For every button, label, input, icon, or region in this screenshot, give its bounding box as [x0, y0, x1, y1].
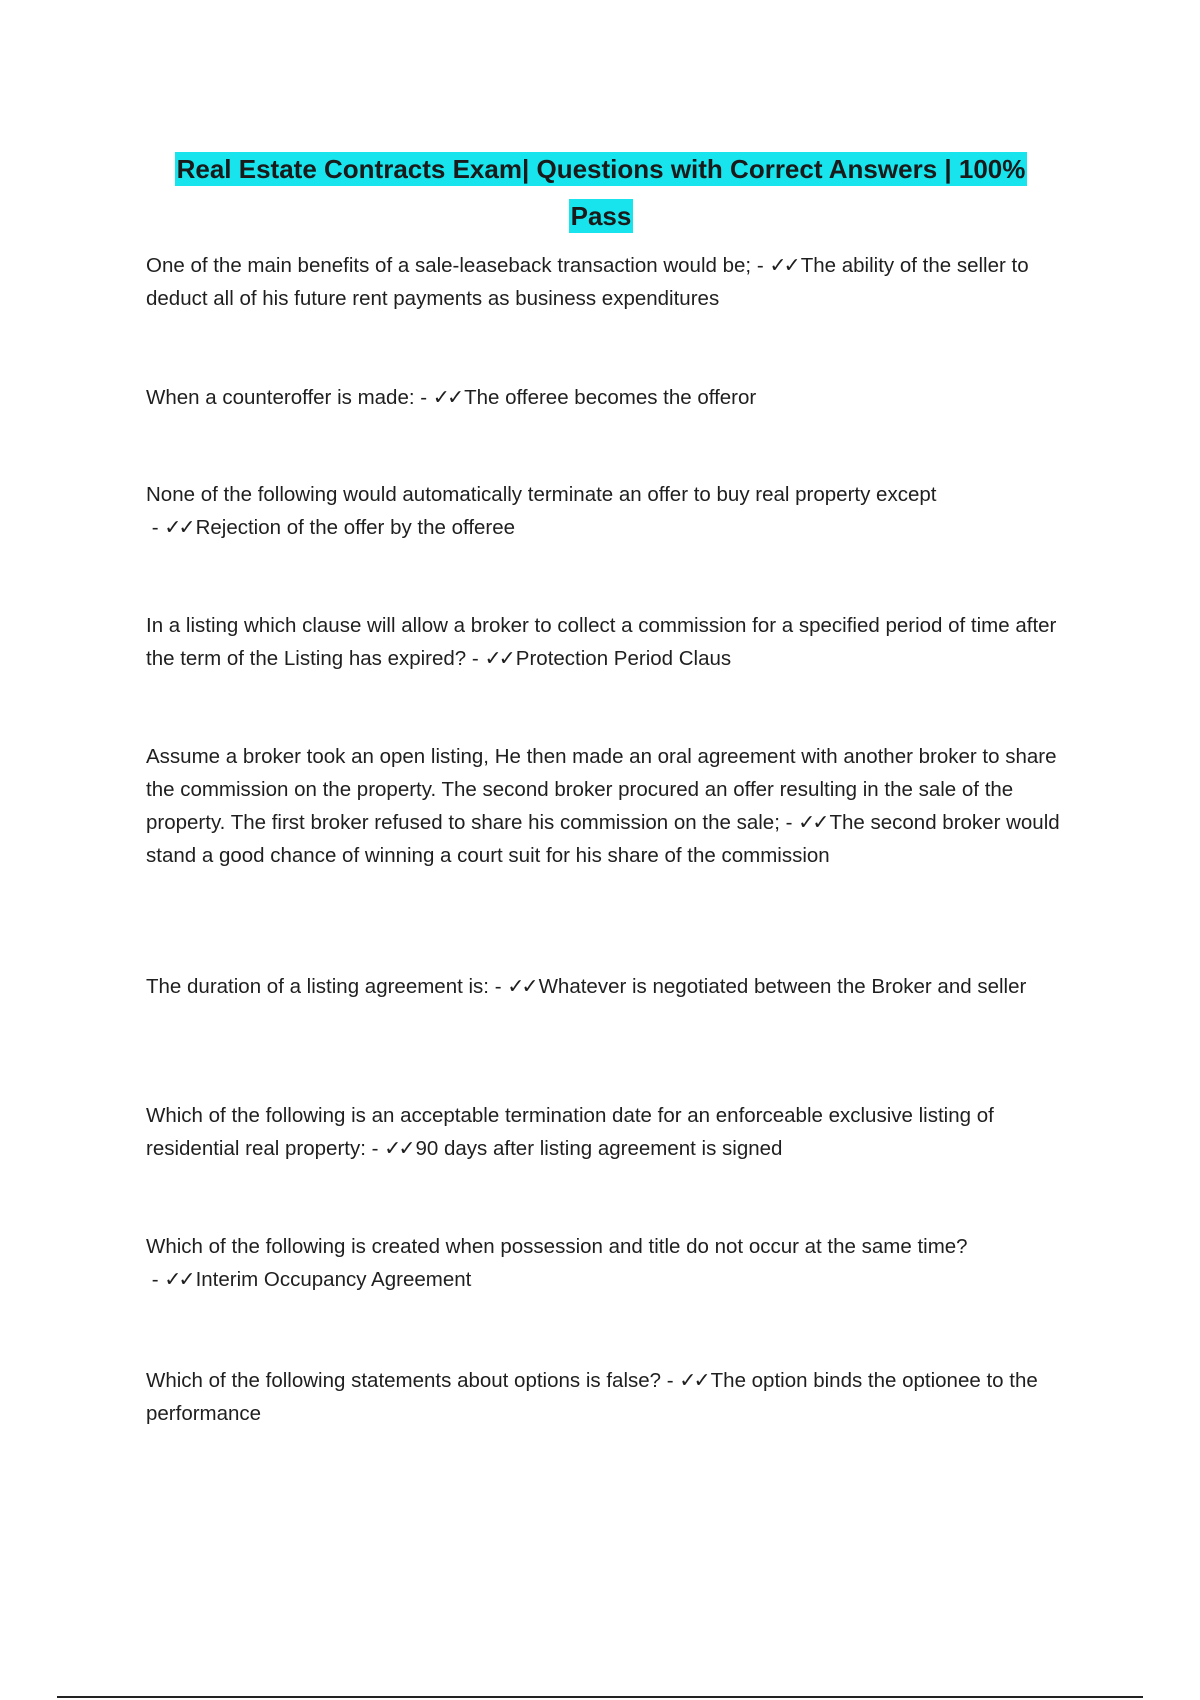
question-text: The duration of a listing agreement is: [146, 975, 489, 998]
double-check-icon: ✓✓ [769, 253, 798, 277]
footer-rule [57, 1696, 1143, 1698]
double-check-icon: ✓✓ [679, 1368, 708, 1392]
qa-item [146, 249, 1066, 315]
separator: - [365, 1137, 385, 1160]
double-check-icon: ✓✓ [798, 810, 827, 834]
separator: - [661, 1369, 680, 1392]
answer-text: The ability of the seller to deduct all of his future rent payments as business expenditures [146, 254, 1029, 310]
answer-text: The offeree becomes the offeror [464, 386, 757, 409]
qa-item [146, 478, 1066, 544]
question-text: When a counteroffer is made: [146, 386, 415, 409]
qa-item [146, 740, 1066, 872]
double-check-icon: ✓✓ [164, 1267, 193, 1291]
qa-item [146, 1230, 1066, 1296]
answer-text: 90 days after listing agreement is signed [415, 1137, 783, 1160]
double-check-icon: ✓✓ [384, 1136, 413, 1160]
answer-text: The second broker would stand a good chance of winning a court suit for his share of the commission [146, 811, 1060, 867]
question-text: In a listing which clause will allow a broker to collect a commission for a specified period of time after the term of the Listing has expired? [146, 614, 1057, 670]
question-text: None of the following would automatically terminate an offer to buy real property except [146, 483, 937, 506]
double-check-icon: ✓✓ [432, 385, 462, 409]
answer-text: The option binds the optionee to the performance [146, 1369, 1038, 1425]
document-title: Real Estate Contracts Exam| Questions with Correct Answers | 100% Pass [176, 154, 1026, 231]
separator: - [146, 516, 165, 539]
answer-text: Interim Occupancy Agreement [195, 1268, 472, 1291]
question-text: One of the main benefits of a sale-leaseback transaction would be; [146, 254, 752, 277]
separator: - [146, 1268, 165, 1291]
qa-item [146, 970, 1066, 1003]
separator: - [414, 386, 433, 409]
separator: - [466, 647, 485, 670]
question-text: Assume a broker took an open listing, He then made an oral agreement with another broker to share the commission on the property. The second broker procured an offer resulting in the sale of the property. The first broker refused to share his commission on the sale; [146, 745, 1057, 834]
qa-item [146, 381, 1066, 414]
answer-text: Rejection of the offer by the offeree [195, 516, 516, 539]
double-check-icon: ✓✓ [164, 515, 193, 539]
question-text: Which of the following statements about options is false? [146, 1369, 662, 1392]
double-check-icon: ✓✓ [484, 646, 513, 670]
answer-text: Whatever is negotiated between the Broker and seller [538, 975, 1027, 998]
separator: - [779, 811, 799, 834]
answer-text: Protection Period Claus [515, 647, 732, 670]
qa-item [146, 1099, 1066, 1165]
separator: - [751, 254, 770, 277]
title-block [146, 148, 1056, 242]
double-check-icon: ✓✓ [507, 974, 536, 998]
question-text: Which of the following is an acceptable termination date for an enforceable exclusive listing of residential real property: [146, 1104, 994, 1160]
separator: - [489, 975, 508, 998]
qa-item [146, 1364, 1066, 1430]
question-text: Which of the following is created when possession and title do not occur at the same time? [146, 1235, 968, 1258]
qa-item [146, 609, 1066, 675]
